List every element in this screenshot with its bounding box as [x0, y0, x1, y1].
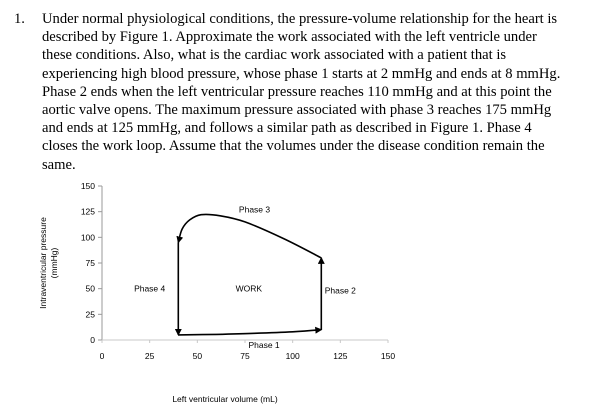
series-phase-1 — [178, 330, 321, 335]
y-tick-label: 100 — [80, 232, 95, 243]
annotations — [134, 205, 356, 351]
question-line: and ends at 125 mmHg, and follows a similar path as described in Figure 1. Phase 4 — [42, 120, 532, 137]
question-line: experiencing high blood pressure, whose phase 1 starts at 2 mmHg and ends at 8 mmHg. — [42, 65, 561, 82]
y-tick-label: 75 — [85, 258, 95, 268]
y-tick-label: 25 — [85, 309, 95, 320]
question-line: same. — [42, 156, 76, 173]
question-text — [14, 10, 586, 174]
question-line: aortic valve opens. The maximum pressure associated with phase 3 reaches 175 mmHg — [42, 102, 552, 119]
question-line: described by Figure 1. Approximate the work associated with the left ventricle under — [42, 29, 537, 46]
x-tick-label: 100 — [285, 351, 300, 361]
question-line: these conditions. Also, what is the cardiac work associated with a patient that is — [42, 47, 507, 64]
question-number: 1. — [14, 11, 25, 27]
x-tick-label: 0 — [99, 351, 105, 361]
x-tick-label: 150 — [380, 351, 396, 361]
pressure-volume-chart — [30, 176, 410, 412]
annotation-label: Phase 3 — [238, 204, 271, 215]
question-line: Phase 2 ends when the left ventricular pressure reaches 110 mmHg and at this point the — [42, 83, 552, 100]
y-tick-label: 150 — [80, 181, 95, 191]
y-tick-label: 0 — [90, 335, 95, 345]
y-axis-label: Intraventricular pressure(mmHg) — [38, 217, 59, 309]
question-line: Under normal physiological conditions, the pressure-volume relationship for the heart is — [42, 11, 558, 27]
annotation-label: Phase 2 — [324, 285, 356, 296]
annotation-label: Phase 4 — [134, 283, 166, 294]
series-phase-3 — [178, 214, 321, 257]
x-tick-label: 75 — [240, 351, 250, 361]
loop-series — [178, 214, 321, 334]
y-tick-label: 125 — [80, 206, 95, 217]
y-tick-label: 50 — [85, 283, 95, 294]
annotation-label: Phase 1 — [248, 340, 280, 351]
question-body — [42, 10, 586, 174]
x-tick-label: 25 — [144, 351, 155, 361]
pressure-volume-figure — [30, 176, 410, 412]
x-axis-label: Left ventricular volume (mL) — [172, 394, 278, 404]
x-tick-label: 50 — [192, 351, 203, 361]
annotation-label: WORK — [235, 283, 263, 294]
question-line: closes the work loop. Assume that the volumes under the disease condition remain the — [42, 138, 545, 155]
x-tick-label: 125 — [333, 351, 348, 361]
